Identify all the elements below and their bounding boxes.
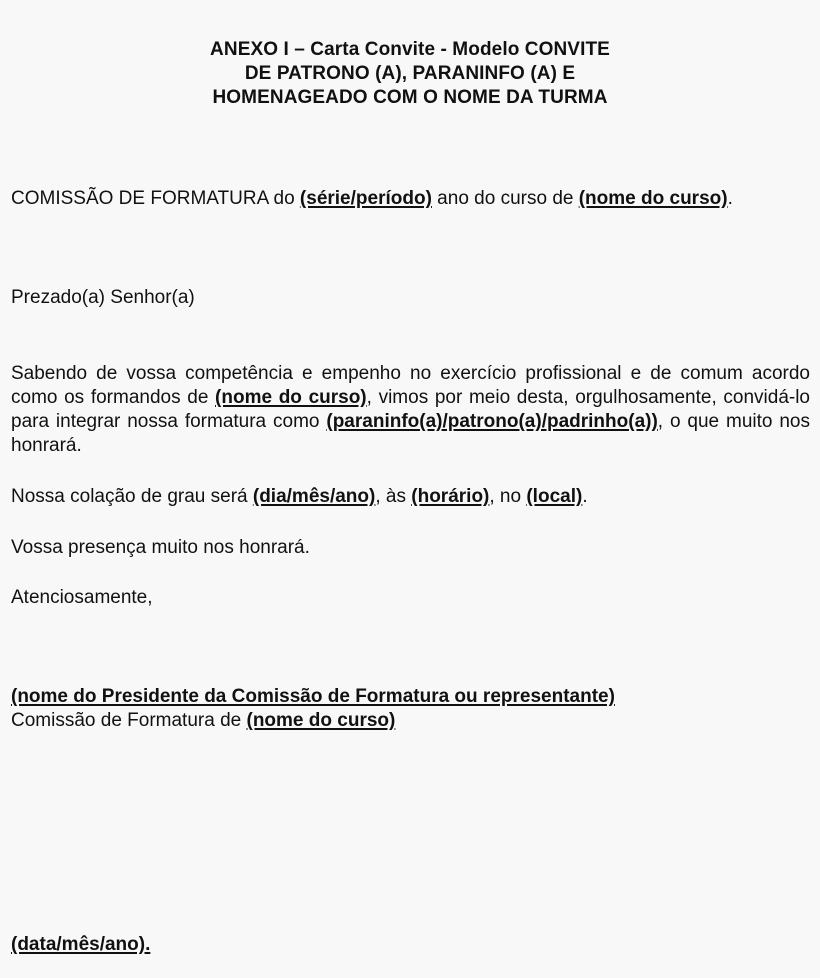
local-placeholder: (local) xyxy=(526,486,583,507)
comissao-text: Comissão de Formatura de xyxy=(11,710,247,731)
nome-do-curso-placeholder: (nome do curso) xyxy=(246,710,396,731)
nome-do-curso-placeholder: (nome do curso) xyxy=(215,387,367,408)
body-text: Sabendo de vossa competência e empenho no exercício profissional e de comum acordo como os formandos de xyxy=(11,363,810,408)
colacao-text: Nossa colação de grau será xyxy=(11,486,253,507)
serie-periodo-placeholder: (série/período) xyxy=(299,188,432,209)
greeting: Prezado(a) Senhor(a) xyxy=(11,287,195,308)
colacao-text: , às xyxy=(375,486,412,507)
dia-mes-ano-placeholder: (dia/mês/ano) xyxy=(252,486,376,507)
colacao-text: . xyxy=(582,486,588,507)
closing-line: Atenciosamente, xyxy=(11,587,153,608)
paraninfo-patrono-padrinho-placeholder: (paraninfo(a)/patrono(a)/padrinho(a)) xyxy=(326,411,658,432)
header-text: COMISSÃO DE FORMATURA do xyxy=(11,188,300,209)
title-line-1: ANEXO I – Carta Convite - Modelo CONVITE xyxy=(210,39,610,60)
presidente-name-placeholder: (nome do Presidente da Comissão de Formatura ou representante) xyxy=(11,686,615,707)
colacao-text: , no xyxy=(489,486,527,507)
body-paragraph xyxy=(11,362,810,458)
nome-do-curso-placeholder: (nome do curso) xyxy=(578,188,728,209)
header-text: . xyxy=(727,188,733,209)
colacao-paragraph xyxy=(11,485,810,509)
header-text: ano do curso de xyxy=(431,188,579,209)
data-mes-ano-placeholder: (data/mês/ano). xyxy=(11,934,151,955)
comissao-line xyxy=(11,709,810,733)
header-paragraph xyxy=(11,187,810,211)
date-line xyxy=(11,933,810,957)
signature-block xyxy=(11,685,810,733)
document-title xyxy=(0,38,820,110)
title-line-3: HOMENAGEADO COM O NOME DA TURMA xyxy=(212,87,608,108)
body-text: , o que muito nos honrará. xyxy=(11,411,810,456)
presence-line: Vossa presença muito nos honrará. xyxy=(11,537,310,558)
title-line-2: DE PATRONO (A), PARANINFO (A) E xyxy=(244,63,576,84)
horario-placeholder: (horário) xyxy=(411,486,490,507)
body-text: , vimos por meio desta, orgulhosamente, convidá-lo para integrar nossa formatura como xyxy=(11,387,810,432)
